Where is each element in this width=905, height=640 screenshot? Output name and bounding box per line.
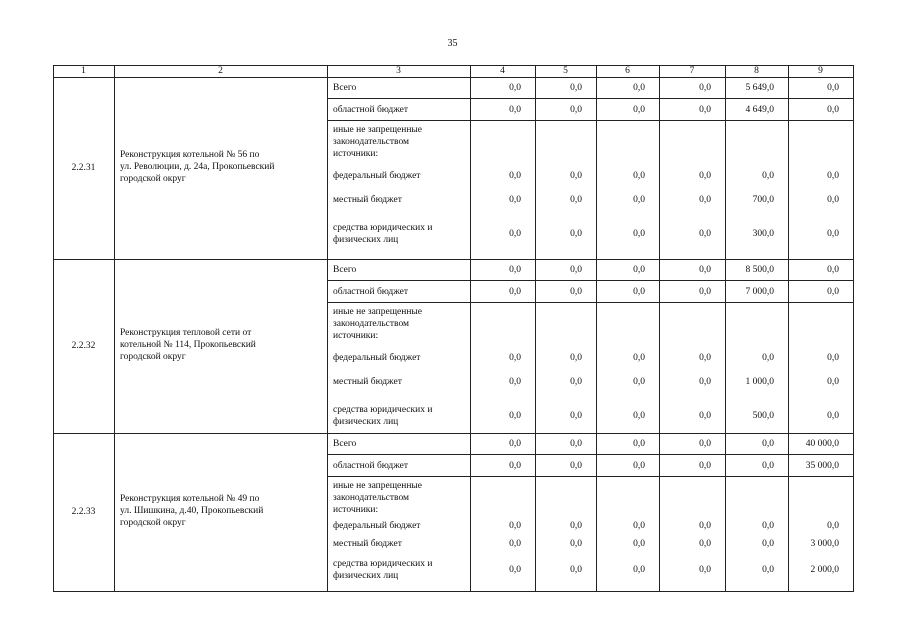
value-cell: 0,0: [699, 83, 711, 93]
value-cell: 0,0: [509, 105, 521, 115]
row-code: 2.2.32: [71, 341, 96, 351]
header-cell-3: 3: [396, 66, 401, 76]
value-cell: 0,0: [633, 83, 645, 93]
row-code: 2.2.33: [71, 507, 96, 517]
column-border-3: [470, 65, 471, 592]
value-cell: 0,0: [827, 521, 839, 531]
value-cell: 0,0: [633, 539, 645, 549]
value-cell: 0,0: [699, 377, 711, 387]
object-name-line: ул. Шишкина, д.40, Прокопьевский: [120, 506, 264, 516]
value-cell: 0,0: [509, 171, 521, 181]
row-label: местный бюджет: [333, 377, 402, 387]
value-cell: 0,0: [509, 461, 521, 471]
value-cell: 0,0: [509, 439, 521, 449]
object-name-line: котельной № 114, Прокопьевский: [120, 340, 256, 350]
page-number: 35: [447, 38, 458, 49]
row-label: Всего: [333, 265, 357, 275]
column-border-9: [853, 65, 854, 592]
row-label: физических лиц: [333, 571, 399, 581]
value-cell: 500,0: [752, 411, 774, 421]
row-label: областной бюджет: [333, 105, 409, 115]
column-border-7: [725, 65, 726, 592]
value-cell: 0,0: [570, 565, 582, 575]
row-label: областной бюджет: [333, 287, 409, 297]
value-cell: 0,0: [762, 565, 774, 575]
row-label: Всего: [333, 83, 357, 93]
value-cell: 0,0: [633, 565, 645, 575]
value-cell: 0,0: [762, 171, 774, 181]
value-cell: 1 000,0: [745, 377, 774, 387]
value-cell: 0,0: [827, 411, 839, 421]
value-cell: 0,0: [633, 461, 645, 471]
column-border-6: [659, 65, 660, 592]
value-cell: 0,0: [827, 171, 839, 181]
value-cell: 0,0: [699, 461, 711, 471]
value-cell: 0,0: [762, 539, 774, 549]
row-separator: [327, 280, 854, 281]
group-separator: [53, 259, 854, 260]
value-cell: 0,0: [762, 353, 774, 363]
value-cell: 0,0: [699, 411, 711, 421]
value-cell: 0,0: [699, 171, 711, 181]
column-border-2: [327, 65, 328, 592]
column-border-4: [535, 65, 536, 592]
row-separator: [327, 302, 854, 303]
object-name-line: Реконструкция тепловой сети от: [120, 328, 252, 338]
value-cell: 0,0: [570, 439, 582, 449]
row-label: законодательством: [333, 493, 410, 503]
header-cell-5: 5: [563, 66, 568, 76]
value-cell: 5 649,0: [745, 83, 774, 93]
row-label: иные не запрещенные: [333, 481, 423, 491]
row-label: местный бюджет: [333, 195, 402, 205]
value-cell: 0,0: [633, 521, 645, 531]
value-cell: 4 649,0: [745, 105, 774, 115]
object-name-line: городской округ: [120, 352, 186, 362]
column-border-8: [788, 65, 789, 592]
row-label: федеральный бюджет: [333, 353, 421, 363]
value-cell: 0,0: [699, 287, 711, 297]
object-name-line: ул. Революции, д. 24а, Прокопьевский: [120, 162, 275, 172]
value-cell: 0,0: [699, 521, 711, 531]
value-cell: 0,0: [633, 195, 645, 205]
value-cell: 0,0: [633, 411, 645, 421]
header-cell-7: 7: [689, 66, 695, 76]
value-cell: 0,0: [699, 229, 711, 239]
column-border-5: [596, 65, 597, 592]
value-cell: 0,0: [699, 353, 711, 363]
row-label: законодательством: [333, 319, 410, 329]
object-name-line: Реконструкция котельной № 49 по: [120, 494, 260, 504]
value-cell: 0,0: [762, 521, 774, 531]
row-label: источники:: [333, 505, 379, 515]
value-cell: 0,0: [570, 377, 582, 387]
value-cell: 0,0: [570, 195, 582, 205]
table-bottom-border: [53, 591, 854, 592]
value-cell: 7 000,0: [745, 287, 774, 297]
row-label: федеральный бюджет: [333, 171, 421, 181]
value-cell: 0,0: [509, 521, 521, 531]
value-cell: 2 000,0: [810, 565, 839, 575]
value-cell: 0,0: [699, 195, 711, 205]
value-cell: 0,0: [509, 411, 521, 421]
header-cell-9: 9: [818, 66, 823, 76]
value-cell: 3 000,0: [810, 539, 839, 549]
value-cell: 0,0: [827, 377, 839, 387]
value-cell: 0,0: [827, 265, 839, 275]
row-label: источники:: [333, 149, 379, 159]
value-cell: 0,0: [509, 265, 521, 275]
value-cell: 0,0: [509, 539, 521, 549]
row-separator: [327, 120, 854, 121]
row-label: иные не запрещенные: [333, 307, 423, 317]
value-cell: 0,0: [827, 195, 839, 205]
value-cell: 0,0: [762, 439, 774, 449]
object-name-line: городской округ: [120, 518, 186, 528]
value-cell: 0,0: [633, 353, 645, 363]
header-cell-4: 4: [500, 66, 505, 76]
value-cell: 0,0: [699, 539, 711, 549]
value-cell: 0,0: [570, 521, 582, 531]
value-cell: 0,0: [570, 287, 582, 297]
value-cell: 0,0: [509, 377, 521, 387]
value-cell: 0,0: [633, 439, 645, 449]
row-label: местный бюджет: [333, 539, 402, 549]
value-cell: 0,0: [570, 353, 582, 363]
value-cell: 0,0: [827, 105, 839, 115]
row-label: средства юридических и: [333, 405, 433, 415]
value-cell: 0,0: [509, 353, 521, 363]
row-label: иные не запрещенные: [333, 125, 423, 135]
row-label: законодательством: [333, 137, 410, 147]
row-label: физических лиц: [333, 235, 399, 245]
value-cell: 0,0: [633, 265, 645, 275]
header-bottom-border: [53, 77, 854, 78]
value-cell: 0,0: [570, 83, 582, 93]
value-cell: 0,0: [633, 171, 645, 181]
value-cell: 0,0: [633, 377, 645, 387]
value-cell: 0,0: [633, 229, 645, 239]
value-cell: 0,0: [570, 411, 582, 421]
value-cell: 0,0: [509, 195, 521, 205]
row-label: средства юридических и: [333, 223, 433, 233]
row-separator: [327, 454, 854, 455]
header-cell-8: 8: [754, 66, 759, 76]
column-border-1: [114, 65, 115, 592]
value-cell: 35 000,0: [805, 461, 839, 471]
object-name-line: городской округ: [120, 174, 186, 184]
value-cell: 0,0: [570, 105, 582, 115]
value-cell: 0,0: [570, 539, 582, 549]
group-separator: [53, 433, 854, 434]
value-cell: 0,0: [699, 265, 711, 275]
row-separator: [327, 476, 854, 477]
header-cell-1: 1: [81, 66, 86, 76]
value-cell: 0,0: [827, 287, 839, 297]
row-label: физических лиц: [333, 417, 399, 427]
row-label: областной бюджет: [333, 461, 409, 471]
header-cell-6: 6: [625, 66, 630, 76]
row-label: источники:: [333, 331, 379, 341]
value-cell: 0,0: [699, 565, 711, 575]
value-cell: 0,0: [827, 229, 839, 239]
row-code: 2.2.31: [71, 163, 96, 173]
value-cell: 0,0: [509, 287, 521, 297]
row-separator: [327, 98, 854, 99]
value-cell: 0,0: [570, 229, 582, 239]
row-label: федеральный бюджет: [333, 521, 421, 531]
header-cell-2: 2: [218, 66, 223, 76]
value-cell: 8 500,0: [745, 265, 774, 275]
row-label: средства юридических и: [333, 559, 433, 569]
row-label: Всего: [333, 439, 357, 449]
value-cell: 700,0: [752, 195, 774, 205]
value-cell: 0,0: [699, 439, 711, 449]
value-cell: 0,0: [699, 105, 711, 115]
value-cell: 0,0: [633, 105, 645, 115]
value-cell: 0,0: [509, 565, 521, 575]
value-cell: 0,0: [570, 461, 582, 471]
value-cell: 300,0: [752, 229, 774, 239]
value-cell: 40 000,0: [805, 439, 839, 449]
value-cell: 0,0: [633, 287, 645, 297]
value-cell: 0,0: [570, 265, 582, 275]
value-cell: 0,0: [509, 229, 521, 239]
value-cell: 0,0: [827, 83, 839, 93]
value-cell: 0,0: [827, 353, 839, 363]
value-cell: 0,0: [570, 171, 582, 181]
value-cell: 0,0: [509, 83, 521, 93]
object-name-line: Реконструкция котельной № 56 по: [120, 150, 260, 160]
value-cell: 0,0: [762, 461, 774, 471]
